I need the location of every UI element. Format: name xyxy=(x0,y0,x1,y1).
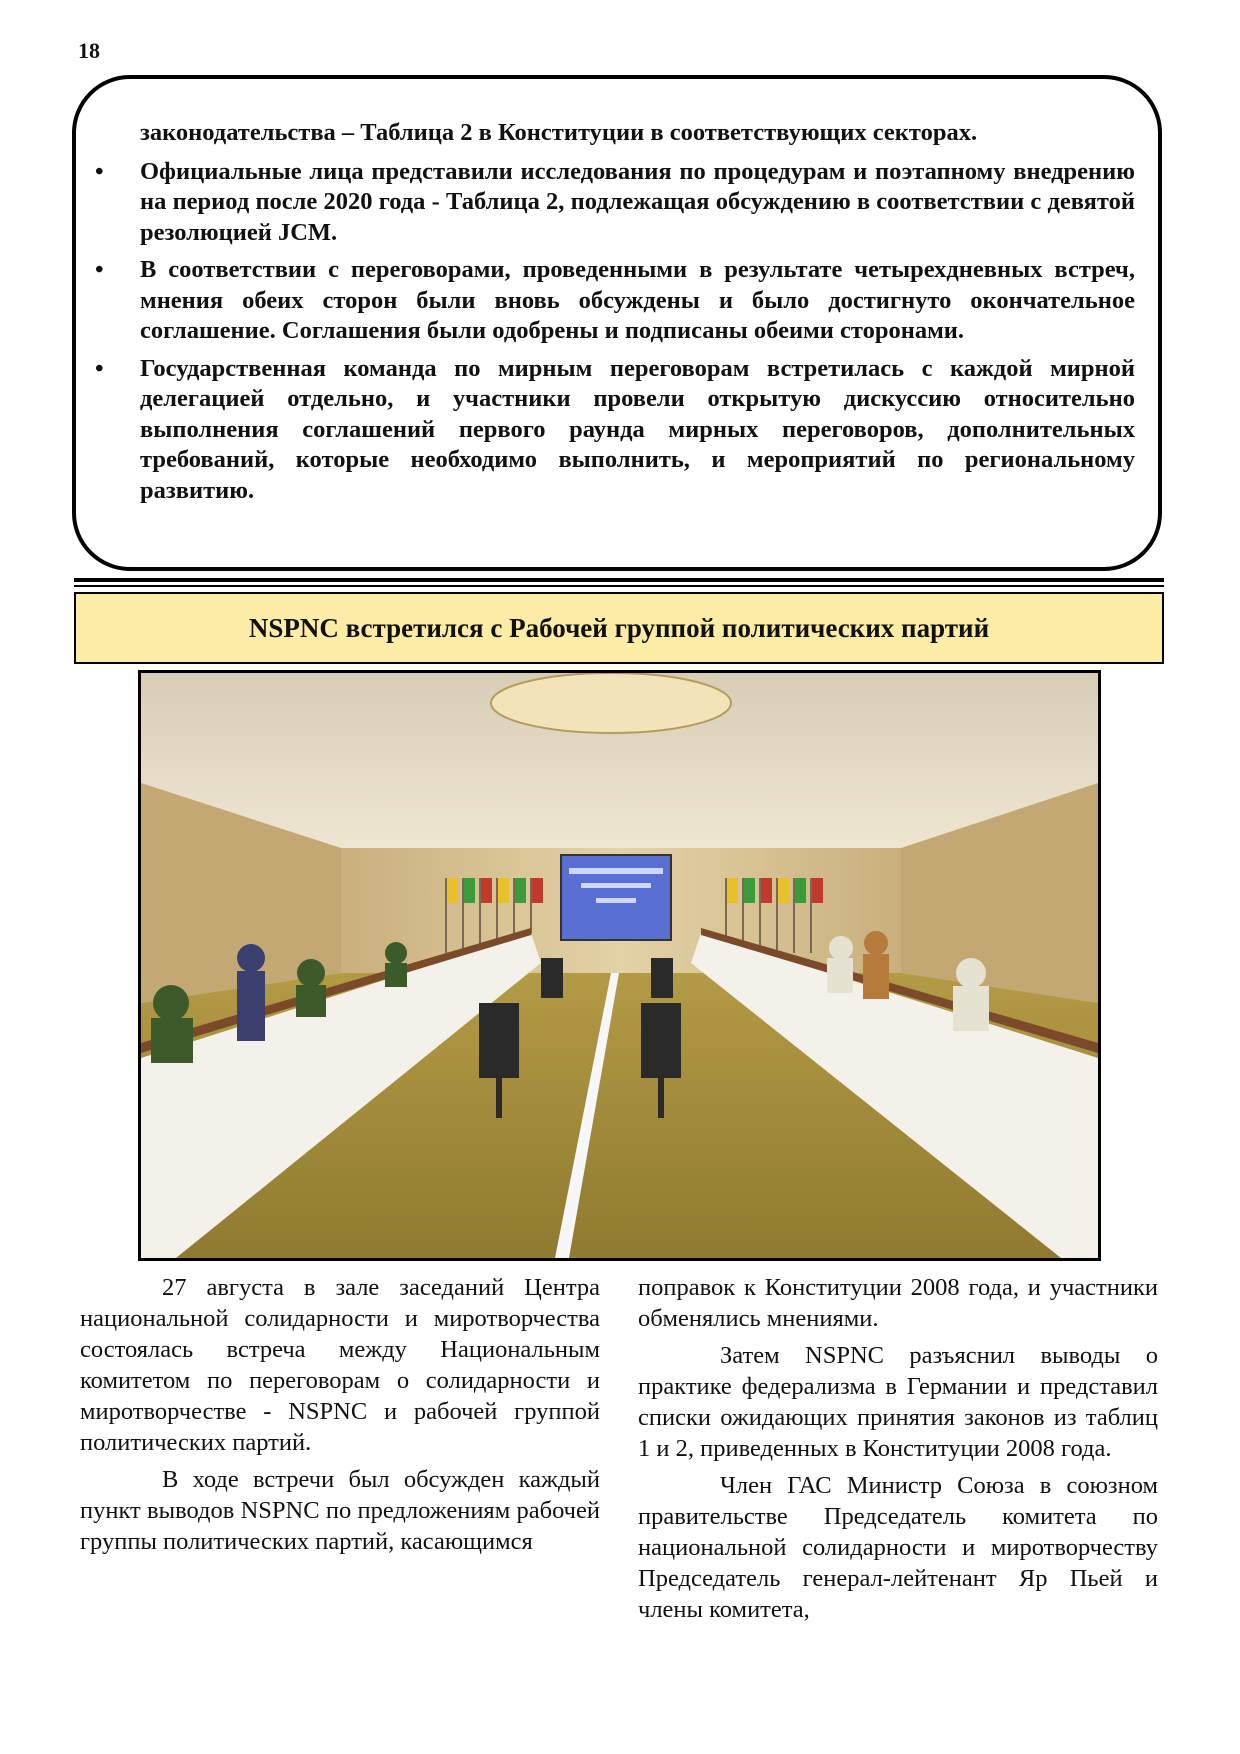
summary-bullet-text: Официальные лица представили исследования по процедурам и поэтапному внедрению на период после 2020 года - Таблица 2, подлежащая обсуждению в соответствии с девятой резолюцией JCM. xyxy=(140,157,1135,246)
summary-continuation: законодательства – Таблица 2 в Конституции в соответствующих секторах. xyxy=(140,119,978,146)
bullet-icon: • xyxy=(95,354,104,382)
article-column-right xyxy=(638,1272,1158,1631)
summary-bullet-item xyxy=(95,255,1135,347)
summary-bullet-list xyxy=(95,157,1135,507)
article-column-left xyxy=(80,1272,600,1563)
meeting-room-illustration xyxy=(141,673,1098,1258)
summary-text xyxy=(95,118,1135,513)
article-headline: NSPNC встретился с Рабочей группой политических партий xyxy=(74,592,1164,664)
summary-bullet-item xyxy=(95,157,1135,249)
section-divider xyxy=(74,578,1164,582)
page-number: 18 xyxy=(78,38,100,63)
article-paragraph: Затем NSPNC разъяснил выводы о практике федерализма в Германии и представил списки ожидающих принятия законов из таблиц 1 и 2, приведенных в Конституции 2008 года. xyxy=(638,1342,1158,1462)
article-paragraph: Член ГАС Министр Союза в союзном правительстве Председатель комитета по национальной солидарности и миротворчеству Председатель генерал-лейтенант Яр Пьей и члены комитета, xyxy=(638,1472,1158,1623)
bullet-icon: • xyxy=(95,157,104,185)
article-paragraph: В ходе встречи был обсужден каждый пункт выводов NSPNC по предложениям рабочей группы политических партий, касающимся xyxy=(80,1466,600,1555)
meeting-photo xyxy=(138,670,1101,1261)
article-paragraph: поправок к Конституции 2008 года, и участники обменялись мнениями. xyxy=(638,1274,1158,1332)
summary-bullet-text: Государственная команда по мирным переговорам встретилась с каждой мирной делегацией отдельно, и участники провели открытую дискуссию относительно выполнения соглашений первого раунда мирных переговоров, дополнительных требований, которые необходимо выполнить, и мероприятий по региональному развитию. xyxy=(140,354,1135,504)
summary-bullet-text: В соответствии с переговорами, проведенными в результате четырехдневных встреч, мнения обеих сторон были вновь обсуждены и было достигнуто окончательное соглашение. Соглашения были одобрены и подписаны обеими сторонами. xyxy=(140,256,1135,344)
article-paragraph: 27 августа в зале заседаний Центра национальной солидарности и миротворчества состоялась встреча между Национальным комитетом по переговорам о солидарности и миротворчестве - NSPNC и рабочей группой политических партий. xyxy=(80,1274,600,1456)
summary-bullet-item xyxy=(95,354,1135,507)
section-divider-thin xyxy=(74,585,1164,587)
bullet-icon: • xyxy=(95,256,104,283)
